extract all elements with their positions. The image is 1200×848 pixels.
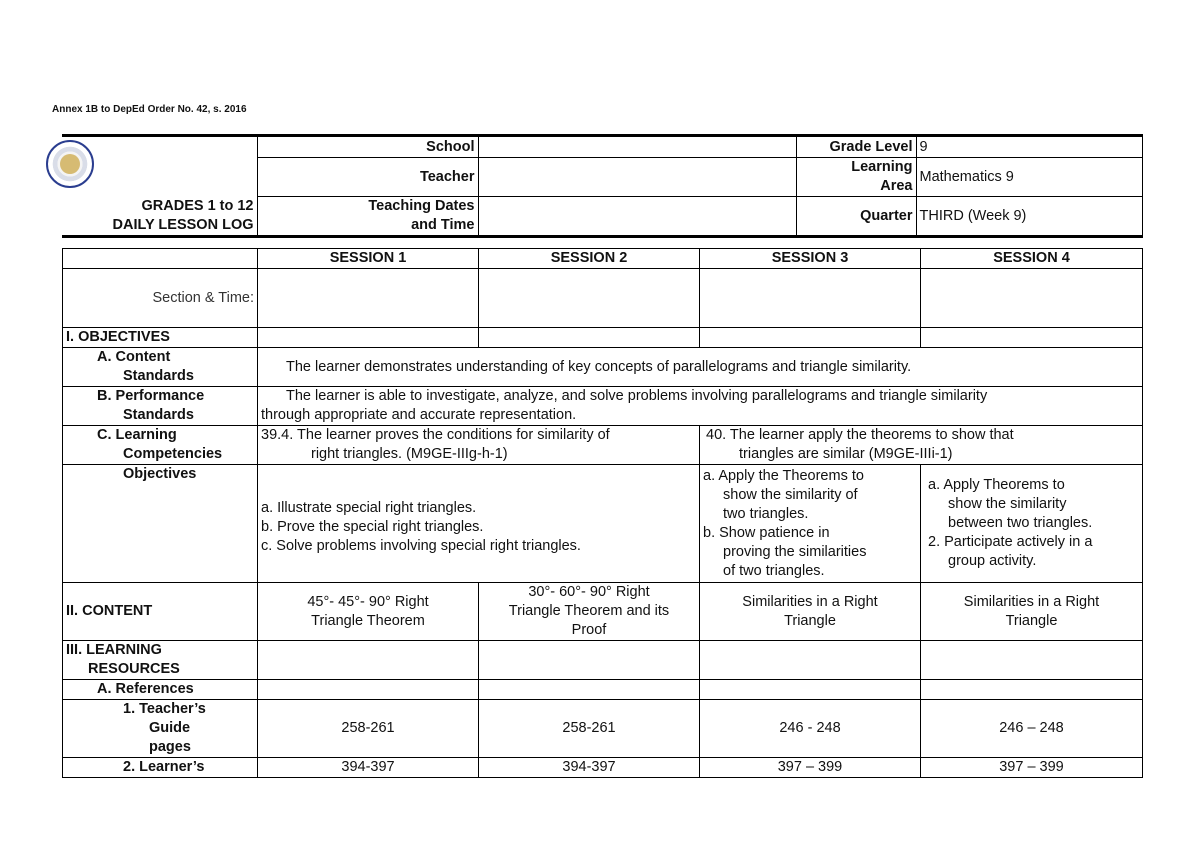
references-session-2: [479, 680, 700, 700]
teaching-dates-field[interactable]: [478, 197, 796, 237]
learning-resources-label: [63, 641, 258, 680]
lm-pages-session-1: 394-397: [258, 758, 479, 778]
objective-12-a: a. Illustrate special right triangles.: [261, 500, 477, 516]
content-session-2: [479, 583, 700, 641]
section-time-row: [63, 269, 1143, 328]
resources-session-4: [921, 641, 1143, 680]
objectives-label: Objectives: [63, 465, 258, 583]
grade-level-label: Grade Level: [796, 136, 916, 158]
content-3-line1: Similarities in a Right: [742, 593, 878, 610]
competency-2-line1: 40. The learner apply the theorems to show that: [706, 427, 1014, 443]
references-session-3: [700, 680, 921, 700]
objectives-sessions-1-2: [258, 465, 700, 583]
teacher-field[interactable]: [478, 158, 796, 197]
content-standards-label: [63, 348, 258, 387]
objective-4-line1: a. Apply Theorems to: [928, 477, 1065, 493]
content-row: [63, 583, 1143, 641]
competencies-row: [63, 426, 1143, 465]
objectives-session-1: [258, 328, 479, 348]
session-1-header: SESSION 1: [258, 249, 479, 269]
references-session-1: [258, 680, 479, 700]
competencies-label-line2: Competencies: [123, 446, 223, 462]
references-row: [63, 680, 1143, 700]
content-2-line2: Triangle Theorem and its: [508, 603, 670, 619]
content-4-line2: Triangle: [1005, 612, 1058, 629]
objectives-session-4-detail: [921, 465, 1143, 583]
annex-reference: Annex 1B to DepEd Order No. 42, s. 2016: [52, 104, 247, 115]
content-3-line2: Triangle: [784, 612, 836, 629]
grade-level-field[interactable]: 9: [916, 136, 1142, 158]
section-time-session-4[interactable]: [921, 269, 1143, 328]
quarter-field[interactable]: THIRD (Week 9): [916, 197, 1142, 237]
section-time-label: Section & Time:: [63, 269, 258, 328]
log-title-line1: GRADES 1 to 12: [141, 197, 254, 214]
tg-pages-session-3: 246 - 248: [700, 700, 921, 758]
performance-standards-row: [63, 387, 1143, 426]
teachers-guide-label-line3: pages: [149, 739, 191, 755]
objective-3-line1: a. Apply the Theorems to: [703, 467, 864, 484]
content-standards-label-line2: Standards: [123, 368, 194, 384]
teaching-dates-label-line2: and Time: [411, 217, 475, 233]
performance-standards-text: [258, 387, 1143, 426]
objective-3-line5: proving the similarities: [723, 543, 867, 560]
learning-resources-row: [63, 641, 1143, 680]
competencies-label: [63, 426, 258, 465]
objectives-session-2: [479, 328, 700, 348]
teachers-guide-label: [63, 700, 258, 758]
competency-sessions-3-4: [700, 426, 1143, 465]
teacher-label: Teacher: [257, 158, 478, 197]
lm-pages-session-3: 397 – 399: [700, 758, 921, 778]
objective-4-line2: show the similarity: [948, 496, 1067, 512]
competency-1-line2: right triangles. (M9GE-IIIg-h-1): [311, 446, 508, 462]
performance-standards-label-line2: Standards: [123, 407, 194, 423]
objective-3-line6: of two triangles.: [723, 562, 825, 579]
content-session-1: [258, 583, 479, 641]
objectives-detail-row: [63, 465, 1143, 583]
objectives-session-4: [921, 328, 1143, 348]
performance-standards-label-line1: B. Performance: [97, 388, 205, 404]
session-3-header: SESSION 3: [700, 249, 921, 269]
log-title: [62, 197, 257, 237]
objective-3-line3: two triangles.: [723, 505, 809, 522]
header-table: [62, 134, 1143, 238]
learning-area-label-line2: Area: [880, 178, 913, 194]
teachers-guide-label-line1: 1. Teacher’s: [123, 701, 206, 717]
competency-sessions-1-2: [258, 426, 700, 465]
performance-standards-line1: The learner is able to investigate, analyze, and solve problems involving parallelograms and triangle similarity: [286, 388, 988, 404]
content-2-line1: 30°- 60°- 90° Right: [528, 584, 650, 600]
objective-3-line4: b. Show patience in: [703, 524, 830, 541]
competency-1-line1: 39.4. The learner proves the conditions for similarity of: [261, 427, 610, 443]
content-standards-text: The learner demonstrates understanding of key concepts of parallelograms and triangle similarity.: [258, 348, 1143, 387]
objectives-row: [63, 328, 1143, 348]
objective-4-line4: 2. Participate actively in a: [928, 534, 1093, 550]
objective-4-line3: between two triangles.: [948, 515, 1093, 531]
content-1-line1: 45°- 45°- 90° Right: [307, 593, 429, 610]
content-standards-row: [63, 348, 1143, 387]
lesson-log-table: [62, 248, 1143, 778]
learning-area-label-line1: Learning: [851, 159, 913, 175]
learners-materials-row: [63, 758, 1143, 778]
section-time-session-2[interactable]: [479, 269, 700, 328]
teaching-dates-label-line1: Teaching Dates: [368, 198, 475, 214]
content-session-3: [700, 583, 921, 641]
objective-12-b: b. Prove the special right triangles.: [261, 519, 484, 535]
school-label: School: [257, 136, 478, 158]
content-4-line1: Similarities in a Right: [963, 593, 1100, 610]
objectives-session-3-detail: [700, 465, 921, 583]
objective-12-c: c. Solve problems involving special right triangles.: [261, 538, 581, 554]
session-4-header: SESSION 4: [921, 249, 1143, 269]
content-1-line2: Triangle Theorem: [311, 612, 425, 629]
logo-cell: [62, 136, 257, 197]
teachers-guide-label-line2: Guide: [149, 720, 191, 736]
quarter-label: Quarter: [796, 197, 916, 237]
performance-standards-label: [63, 387, 258, 426]
lm-pages-session-2: 394-397: [479, 758, 700, 778]
log-title-line2: DAILY LESSON LOG: [112, 216, 254, 233]
references-label: A. References: [63, 680, 258, 700]
section-time-session-3[interactable]: [700, 269, 921, 328]
learning-area-field[interactable]: Mathematics 9: [916, 158, 1142, 197]
teachers-guide-row: [63, 700, 1143, 758]
learning-area-label: [796, 158, 916, 197]
session-2-header: SESSION 2: [479, 249, 700, 269]
learning-resources-label-line2: RESOURCES: [88, 661, 180, 677]
competencies-label-line1: C. Learning: [97, 427, 177, 443]
session-header-row: [63, 249, 1143, 269]
objectives-session-3: [700, 328, 921, 348]
references-session-4: [921, 680, 1143, 700]
performance-standards-line2: through appropriate and accurate representation.: [261, 407, 577, 423]
teaching-dates-label: [257, 197, 478, 237]
learners-materials-label: 2. Learner’s: [63, 758, 258, 778]
section-time-session-1[interactable]: [258, 269, 479, 328]
tg-pages-session-1: 258-261: [258, 700, 479, 758]
content-standards-label-line1: A. Content: [97, 349, 171, 365]
resources-session-2: [479, 641, 700, 680]
resources-session-3: [700, 641, 921, 680]
blank-cell: [63, 249, 258, 269]
lm-pages-session-4: 397 – 399: [921, 758, 1143, 778]
content-2-line3: Proof: [571, 622, 607, 638]
objectives-heading: I. OBJECTIVES: [63, 328, 258, 348]
school-field[interactable]: [478, 136, 796, 158]
tg-pages-session-2: 258-261: [479, 700, 700, 758]
objective-3-line2: show the similarity of: [723, 486, 858, 503]
learning-resources-label-line1: III. LEARNING: [66, 642, 162, 658]
tg-pages-session-4: 246 – 248: [921, 700, 1143, 758]
resources-session-1: [258, 641, 479, 680]
content-label: II. CONTENT: [63, 583, 258, 641]
objective-4-line5: group activity.: [948, 553, 1037, 569]
content-session-4: [921, 583, 1143, 641]
competency-2-line2: triangles are similar (M9GE-IIIi-1): [739, 446, 953, 462]
